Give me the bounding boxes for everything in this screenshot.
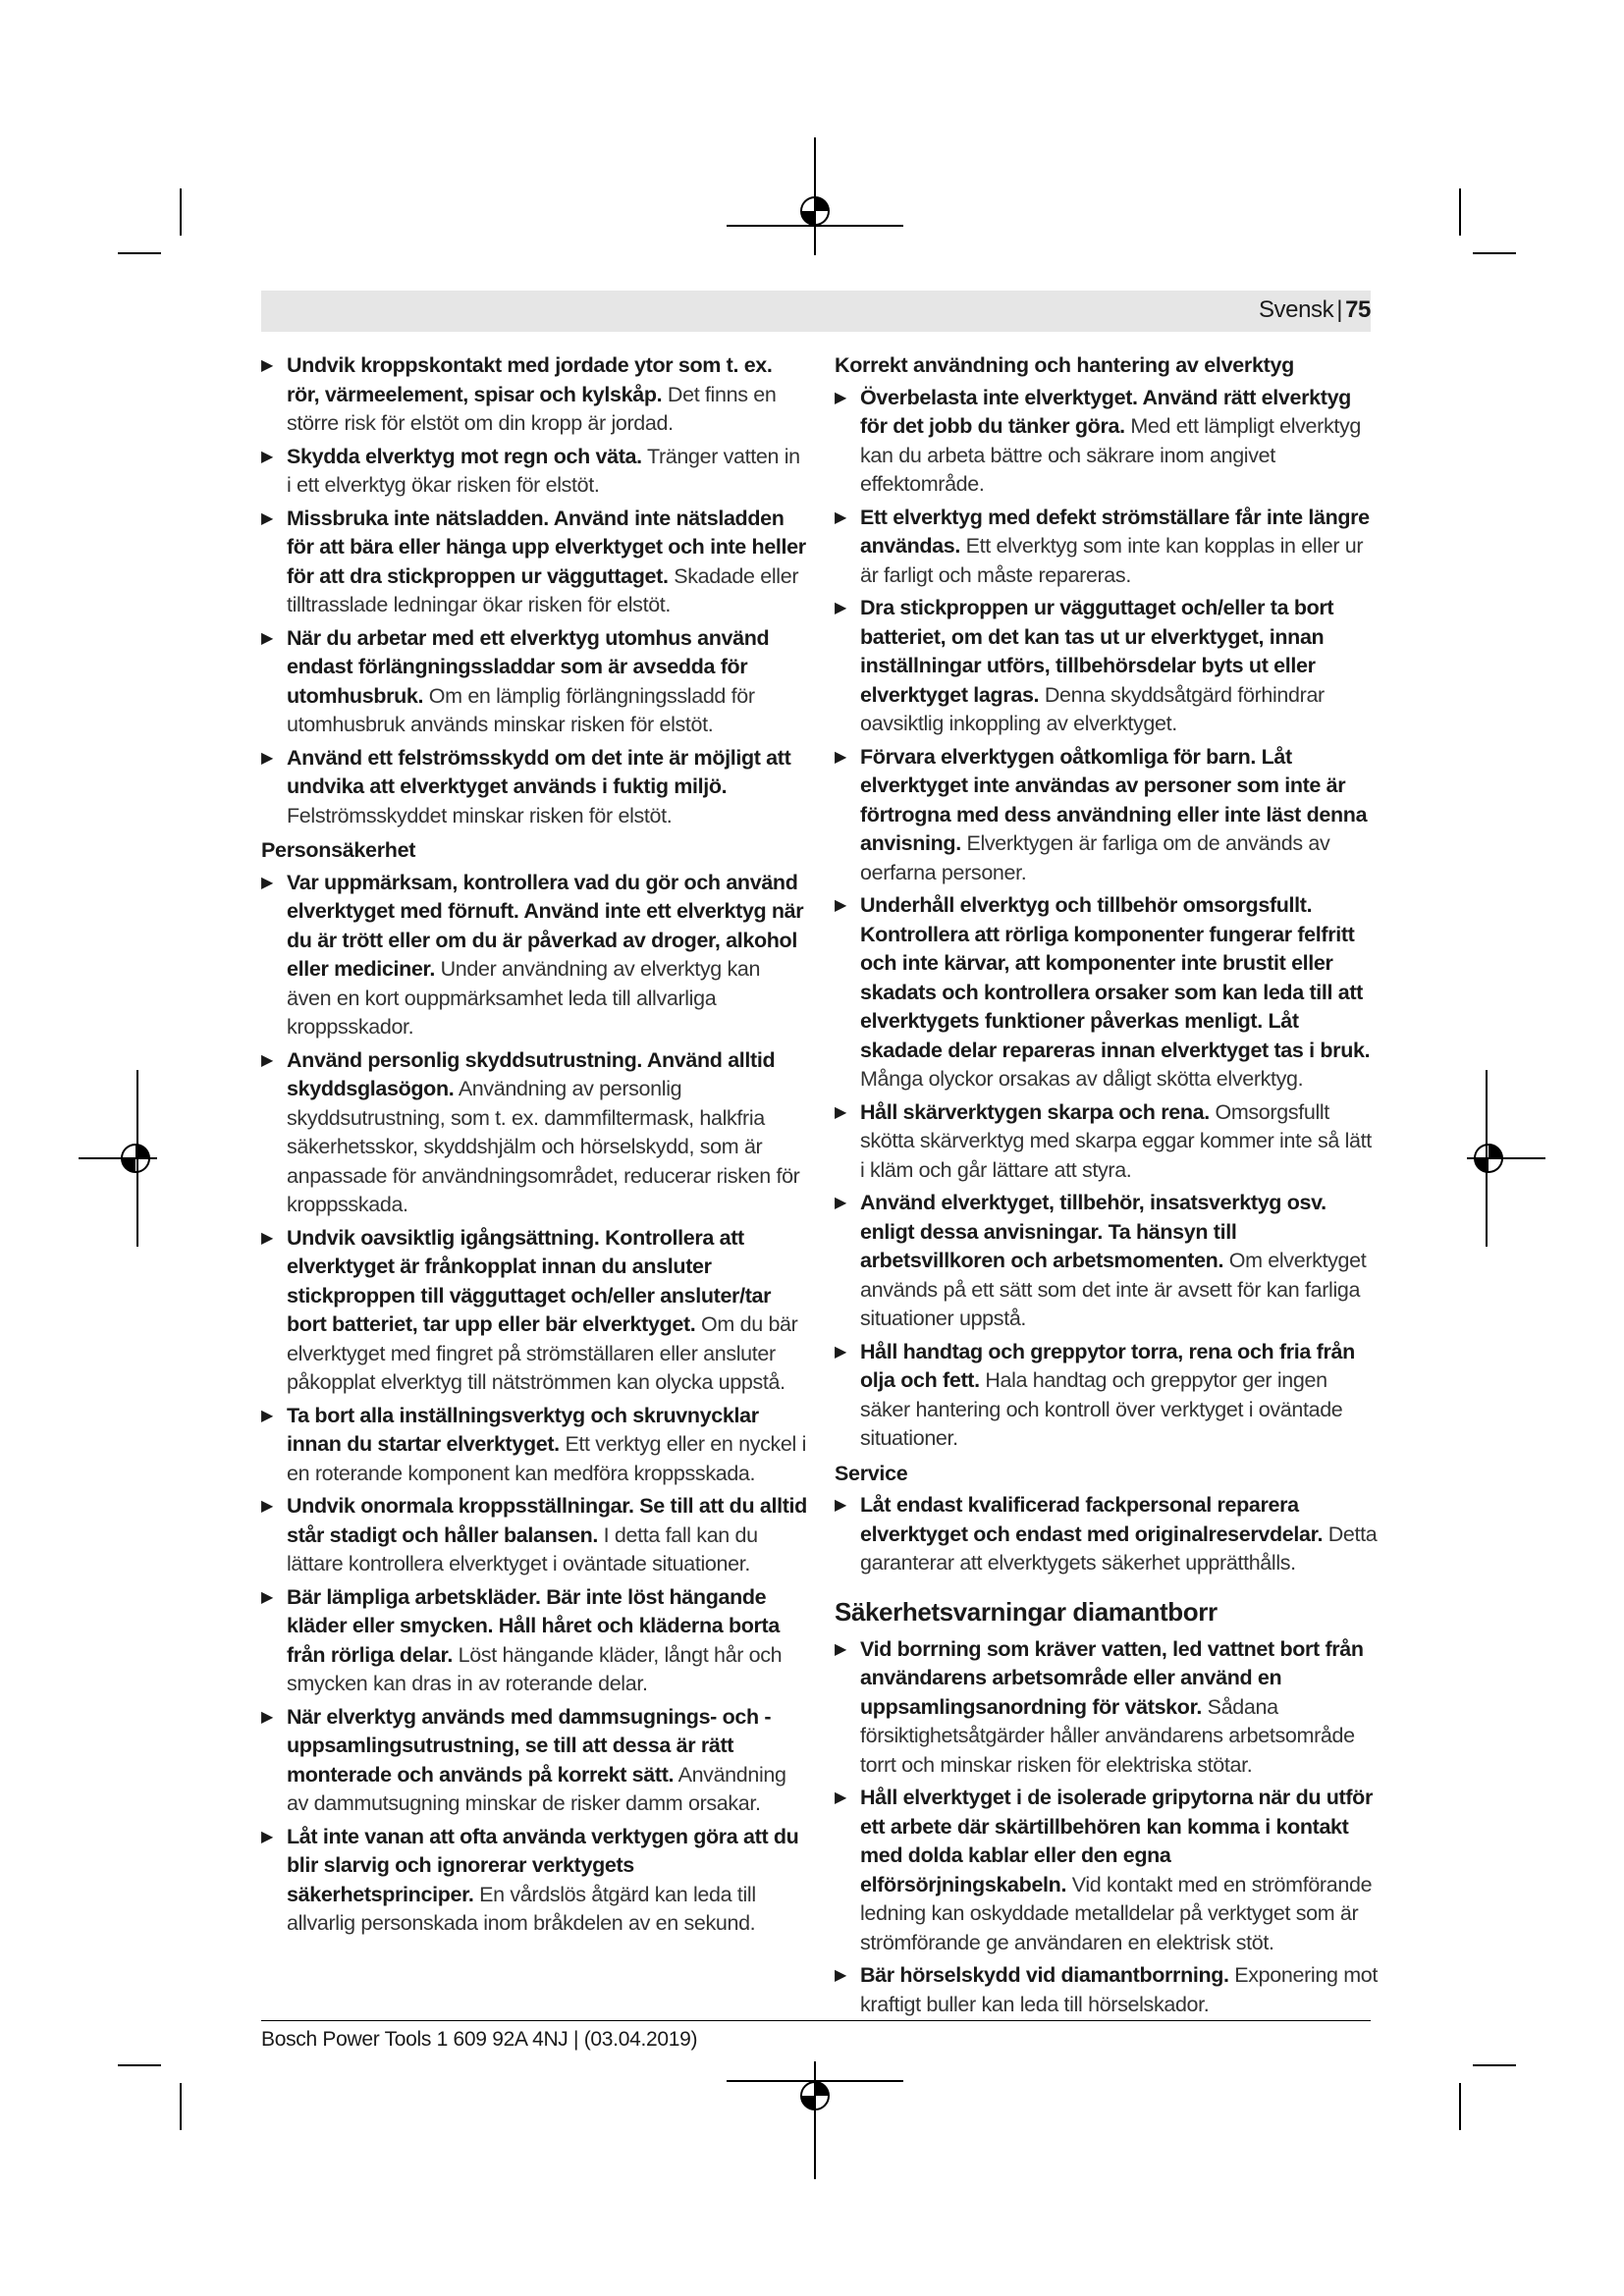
warning-item	[261, 1046, 807, 1220]
warning-item	[261, 1583, 807, 1699]
warning-explanation: Tränger vatten in i ett elverktyg ökar risken för elstöt.	[287, 444, 800, 497]
triangle-bullet-icon: ▶	[835, 1497, 846, 1514]
warning-explanation: Om elverktyget används på ett sätt som det inte är avsett för kan farliga situationer uppstå.	[860, 1249, 1367, 1330]
triangle-bullet-icon: ▶	[261, 749, 273, 767]
warning-explanation: Med ett lämpligt elverktyg kan du arbeta bättre och säkrare inom angivet effektområde.	[860, 414, 1362, 496]
warning-item	[835, 1784, 1380, 1957]
warning-explanation: En vårdslös åtgärd kan leda till allvarlig personskada inom bråkdelen av en sekund.	[287, 1882, 756, 1935]
warning-explanation: Skadade eller tilltrasslade ledningar ökar risken för elstöt.	[287, 563, 799, 616]
warning-instruction: Undvik onormala kroppsställningar. Se till att du alltid står stadigt och håller balansen.	[287, 1494, 807, 1547]
crop-mark-bottom-right-v	[1459, 2083, 1461, 2130]
warning-explanation: Användning av dammutsugning minskar de risker damm orsakar.	[287, 1762, 786, 1815]
warning-explanation: Elverktygen är farliga om de används av oerfarna personer.	[860, 831, 1330, 884]
list-personal-safety	[261, 869, 807, 1939]
registration-mark-bottom	[727, 2061, 903, 2179]
page-header: Svensk | 75	[1258, 296, 1371, 323]
warning-instruction: Var uppmärksam, kontrollera vad du gör och använd elverktyget med förnuft. Använd inte ett elverktyg när du är trött eller om du är påverkad av droger, alkohol eller mediciner.	[287, 870, 804, 981]
triangle-bullet-icon: ▶	[261, 1051, 273, 1069]
triangle-bullet-icon: ▶	[835, 1967, 846, 1984]
warning-instruction: Håll handtag och greppytor torra, rena och fria från olja och fett.	[860, 1339, 1355, 1392]
registration-mark-top	[727, 137, 903, 255]
warning-item	[261, 1823, 807, 1939]
warning-item	[835, 594, 1380, 739]
warning-item	[835, 1189, 1380, 1334]
triangle-bullet-icon: ▶	[261, 357, 273, 374]
warning-instruction: Håll elverktyget i de isolerade gripytorna när du utför ett arbete där skärtillbehören kan komma i kontakt med dolda kablar eller den egna elförsörjningskabeln.	[860, 1786, 1373, 1896]
warning-instruction: Ett elverktyg med defekt strömställare får inte längre användas.	[860, 505, 1370, 558]
right-column	[835, 351, 1380, 2023]
warning-instruction: Ta bort alla inställningsverktyg och skruvnycklar innan du startar elverktyget.	[287, 1403, 759, 1456]
warning-instruction: När du arbetar med ett elverktyg utomhus använd endast förlängningssladdar som är avsedda för utomhusbruk.	[287, 625, 770, 708]
triangle-bullet-icon: ▶	[261, 629, 273, 647]
warning-explanation: Felströmsskyddet minskar risken för elstöt.	[287, 803, 673, 828]
crop-mark-top-right-h	[1473, 252, 1516, 254]
warning-explanation: Om du bär elverktyget med fingret på strömställaren eller ansluter påkopplat elverktyg till nätströmmen kan olycka uppstå.	[287, 1312, 798, 1394]
warning-item	[261, 1402, 807, 1489]
warning-item	[835, 1491, 1380, 1578]
warning-explanation: Denna skyddsåtgärd förhindrar oavsiktlig inkoppling av elverktyget.	[860, 682, 1325, 735]
warning-instruction: Undvik oavsiktlig igångsättning. Kontrollera att elverktyget är frånkopplat innan du ansluter stickproppen till vägguttaget och/eller ansluter/tar bort batteriet, tar upp eller bär elverktyget.	[287, 1225, 772, 1336]
warning-item	[261, 443, 807, 501]
warning-explanation: Det finns en större risk för elstöt om din kropp är jordad.	[287, 382, 777, 435]
warning-explanation: I detta fall kan du lättare kontrollera elverktyget i oväntade situationer.	[287, 1522, 758, 1575]
warning-item	[261, 744, 807, 831]
triangle-bullet-icon: ▶	[835, 1343, 846, 1361]
triangle-bullet-icon: ▶	[835, 389, 846, 406]
triangle-bullet-icon: ▶	[835, 1195, 846, 1211]
page-header-bar	[261, 291, 1371, 332]
triangle-bullet-icon: ▶	[835, 600, 846, 616]
warning-item	[835, 384, 1380, 500]
heading-personal-safety: Personsäkerhet	[261, 838, 416, 862]
warning-instruction: Bär hörselskydd vid diamantborrning.	[860, 1963, 1229, 1987]
heading-diamond-drill-warnings: Säkerhetsvarningar diamantborr	[835, 1596, 1218, 1627]
triangle-bullet-icon: ▶	[835, 1640, 846, 1658]
crop-mark-bottom-right-h	[1473, 2064, 1516, 2066]
registration-mark-left	[79, 1070, 157, 1247]
heading-correct-use: Korrekt användning och hantering av elverktyg	[835, 353, 1294, 377]
triangle-bullet-icon: ▶	[835, 1789, 846, 1806]
warning-item	[261, 624, 807, 740]
warning-instruction: Håll skärverktygen skarpa och rena.	[860, 1099, 1210, 1124]
warning-item	[835, 1338, 1380, 1454]
registration-mark-right	[1467, 1070, 1545, 1247]
warning-item	[835, 891, 1380, 1095]
warning-instruction: Förvara elverktygen oåtkomliga för barn. Låt elverktyget inte användas av personer som inte är förtrogna med dess användning eller inte läst denna anvisning.	[860, 744, 1368, 855]
warning-item	[835, 1098, 1380, 1186]
list-service	[835, 1491, 1380, 1578]
warning-instruction: Låt endast kvalificerad fackpersonal reparera elverktyget och endast med originalreservdelar.	[860, 1493, 1324, 1546]
warning-instruction: Överbelasta inte elverktyget. Använd rätt elverktyg för det jobb du tänker göra.	[860, 385, 1351, 438]
warning-instruction: Låt inte vanan att ofta använda verktygen göra att du blir slarvig och ignorerar verktygets säkerhetsprinciper.	[287, 1824, 799, 1906]
warning-instruction: Dra stickproppen ur vägguttaget och/eller ta bort batteriet, om det kan tas ut ur elverktyget, innan inställningar utförs, tillbehörsdelar byts ut eller elverktyget lagras.	[860, 596, 1334, 707]
warning-item	[835, 504, 1380, 591]
triangle-bullet-icon: ▶	[261, 1828, 273, 1845]
warning-item	[261, 869, 807, 1042]
crop-mark-top-left-h	[118, 252, 161, 254]
warning-explanation: Detta garanterar att elverktygets säkerhet upprätthålls.	[860, 1522, 1378, 1575]
triangle-bullet-icon: ▶	[835, 508, 846, 526]
crop-mark-bottom-left-h	[118, 2064, 161, 2066]
warning-item	[835, 1635, 1380, 1781]
warning-explanation: Vid kontakt med en strömförande ledning kan oskyddade metalldelar på verktyget som är strömförande ge användaren en elektrisk stöt.	[860, 1872, 1373, 1954]
triangle-bullet-icon: ▶	[261, 1708, 273, 1726]
heading-service: Service	[835, 1461, 908, 1485]
triangle-bullet-icon: ▶	[261, 1407, 273, 1424]
warning-instruction: Underhåll elverktyg och tillbehör omsorgsfullt. Kontrollera att rörliga komponenter fungerar felfritt och inte kärvar, att komponenter inte brustit eller skadats och kontrollera orsaker som kan leda till att elverktygets funktioner påverkas menligt. Låt skadade delar repareras innan elverktyget tas i bruk.	[860, 893, 1371, 1062]
triangle-bullet-icon: ▶	[835, 748, 846, 766]
warning-explanation: Hala handtag och greppytor ger ingen säker hantering och kontroll över verktyget i oväntade situationer.	[860, 1368, 1343, 1450]
warning-item	[261, 1492, 807, 1579]
triangle-bullet-icon: ▶	[261, 1588, 273, 1606]
triangle-bullet-icon: ▶	[835, 1103, 846, 1121]
list-correct-use	[835, 384, 1380, 1454]
warning-instruction: Använd elverktyget, tillbehör, insatsverktyg osv. enligt dessa anvisningar. Ta hänsyn till arbetsvillkoren och arbetsmomenten.	[860, 1191, 1326, 1272]
page-number: 75	[1345, 296, 1371, 323]
warning-instruction: Bär lämpliga arbetskläder. Bär inte löst hängande kläder eller smycken. Håll håret och kläderna borta från rörliga delar.	[287, 1584, 780, 1667]
triangle-bullet-icon: ▶	[261, 1229, 273, 1247]
triangle-bullet-icon: ▶	[261, 509, 273, 527]
warning-explanation: Sådana försiktighetsåtgärder håller användarens arbetsområde torrt och minskar risken för elektriska stötar.	[860, 1694, 1355, 1777]
warning-item	[261, 351, 807, 439]
crop-mark-bottom-left-v	[180, 2083, 182, 2130]
triangle-bullet-icon: ▶	[261, 874, 273, 891]
warning-explanation: Löst hängande kläder, långt hår och smycken kan dras in av roterande delar.	[287, 1642, 783, 1695]
warning-instruction: Använd personlig skyddsutrustning. Använd alltid skyddsglasögon.	[287, 1047, 776, 1100]
header-language: Svensk	[1258, 296, 1334, 323]
left-column	[261, 351, 807, 1943]
warning-item	[261, 505, 807, 620]
warning-explanation: Användning av personlig skyddsutrustning, som t. ex. dammfiltermask, halkfria säkerhetsskor, skyddshjälm och hörselskydd, som är anpassade för användningsområdet, reducerar risken för kroppsskada.	[287, 1077, 800, 1216]
warning-item	[261, 1703, 807, 1819]
warning-item	[835, 743, 1380, 888]
triangle-bullet-icon: ▶	[261, 1498, 273, 1515]
warning-instruction: När elverktyg används med dammsugnings- och -uppsamlingsutrustning, se till att dessa är rätt monterade och används på korrekt sätt.	[287, 1704, 772, 1787]
warning-instruction: Vid borrning som kräver vatten, led vattnet bort från användarens arbetsområde eller använd en uppsamlingsanordning för vätskor.	[860, 1636, 1364, 1719]
warning-explanation: Omsorgsfullt skötta skärverktyg med skarpa eggar kommer inte så lätt i kläm och går lättare att styra.	[860, 1099, 1372, 1182]
crop-mark-top-left-v	[180, 188, 182, 236]
triangle-bullet-icon: ▶	[835, 897, 846, 914]
warning-item	[835, 1961, 1380, 2019]
warning-explanation: Ett verktyg eller en nyckel i en roterande komponent kan medföra kroppsskada.	[287, 1432, 806, 1485]
footer-divider	[261, 2020, 1371, 2021]
warning-explanation: Ett elverktyg som inte kan kopplas in eller ur är farligt och måste repareras.	[860, 534, 1364, 587]
triangle-bullet-icon: ▶	[261, 448, 273, 465]
warning-instruction: Skydda elverktyg mot regn och väta.	[287, 444, 642, 468]
warning-explanation: Många olyckor orsakas av dåligt skötta elverktyg.	[860, 1067, 1304, 1091]
page-footer: Bosch Power Tools 1 609 92A 4NJ | (03.04.2019)	[261, 2028, 698, 2051]
warning-instruction: Missbruka inte nätsladden. Använd inte nätsladden för att bära eller hänga upp elverktyget och inte heller för att dra stickproppen ur vägguttaget.	[287, 506, 806, 588]
warning-instruction: Undvik kroppskontakt med jordade ytor som t. ex. rör, värmeelement, spisar och kylskåp.	[287, 353, 773, 406]
crop-mark-top-right-v	[1459, 188, 1461, 236]
warning-instruction: Använd ett felströmsskydd om det inte är möjligt att undvika att elverktyget används i fuktig miljö.	[287, 745, 791, 798]
warning-explanation: Exponering mot kraftigt buller kan leda till hörselskador.	[860, 1963, 1378, 2016]
warning-item	[261, 1224, 807, 1398]
list-diamond-drill-warnings	[835, 1635, 1380, 2020]
warning-explanation: Under användning av elverktyg kan även en kort ouppmärksamhet leda till allvarliga kroppsskador.	[287, 957, 761, 1039]
warning-explanation: Om en lämplig förlängningssladd för utomhusbruk används minskar risken för elstöt.	[287, 683, 755, 736]
list-electrical-safety	[261, 351, 807, 830]
